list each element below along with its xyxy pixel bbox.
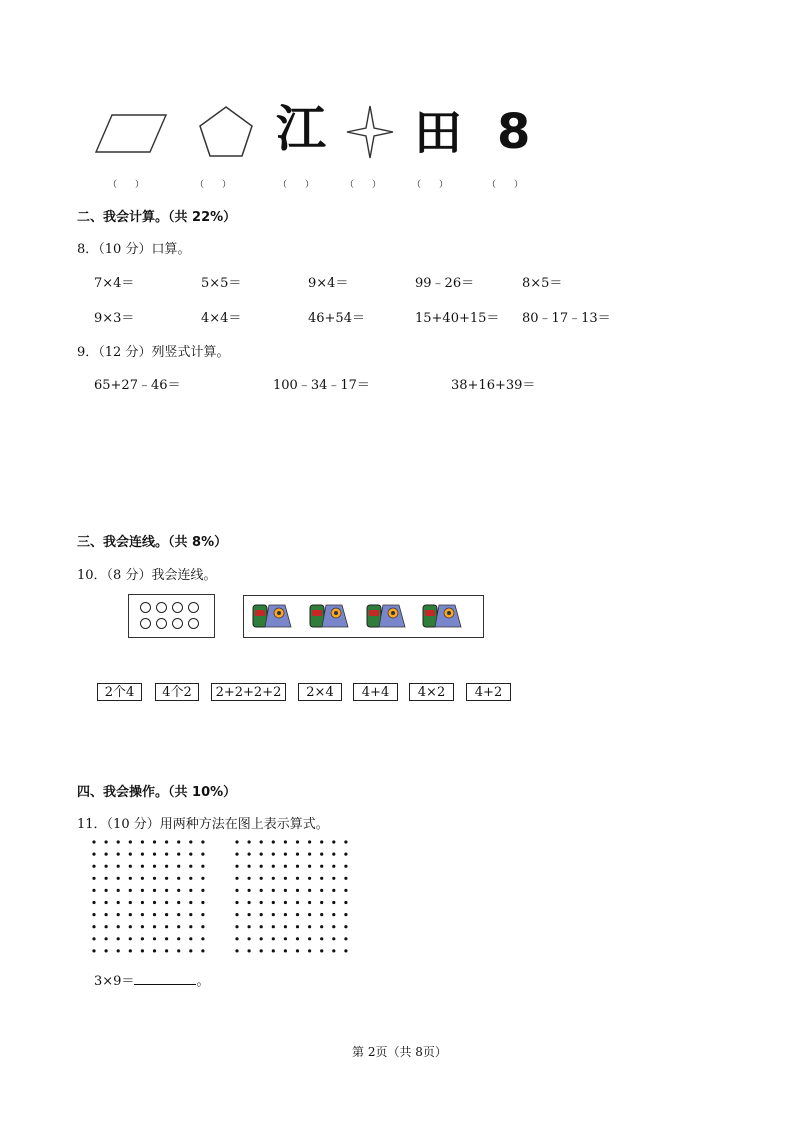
q8-item: 80﹣17﹣13＝ bbox=[522, 311, 611, 326]
circle-icon bbox=[188, 602, 199, 613]
grid-dot bbox=[141, 853, 144, 856]
grid-dot bbox=[165, 937, 168, 940]
grid-dot bbox=[332, 853, 335, 856]
expression-card[interactable]: 4+4 bbox=[353, 683, 398, 701]
q8-item: 4×4＝ bbox=[201, 311, 242, 326]
end-mark: 。 bbox=[196, 974, 210, 989]
grid-dot bbox=[117, 901, 120, 904]
grid-dot bbox=[92, 949, 95, 952]
answer-paren-6[interactable]: （ ） bbox=[487, 180, 524, 190]
grid-dot bbox=[105, 913, 108, 916]
grid-dot bbox=[332, 913, 335, 916]
grid-dot bbox=[248, 840, 251, 843]
grid-dot bbox=[248, 913, 251, 916]
grid-dot bbox=[129, 949, 132, 952]
grid-dot bbox=[189, 913, 192, 916]
grid-dot bbox=[177, 901, 180, 904]
q8-item: 8×5＝ bbox=[522, 276, 563, 291]
grid-dot bbox=[272, 913, 275, 916]
expression-card[interactable]: 2+2+2+2 bbox=[211, 683, 286, 701]
q9-item: 38+16+39＝ bbox=[451, 378, 536, 393]
grid-dot bbox=[344, 889, 347, 892]
grid-dot bbox=[308, 877, 311, 880]
section4-header: 四、我会操作。（共 10%） bbox=[77, 785, 237, 800]
grid-dot bbox=[201, 853, 204, 856]
answer-paren-3[interactable]: （ ） bbox=[278, 180, 315, 190]
grid-dot bbox=[235, 901, 238, 904]
grid-dot bbox=[308, 901, 311, 904]
grid-dot bbox=[177, 913, 180, 916]
grid-dot bbox=[129, 877, 132, 880]
grid-dot bbox=[153, 853, 156, 856]
grid-dot bbox=[235, 937, 238, 940]
grid-dot bbox=[320, 913, 323, 916]
q8-item: 9×3＝ bbox=[94, 311, 135, 326]
grid-dot bbox=[165, 925, 168, 928]
q8-item: 15+40+15＝ bbox=[415, 311, 500, 326]
grid-dot bbox=[272, 840, 275, 843]
grid-dot bbox=[296, 937, 299, 940]
backpack-icon bbox=[308, 601, 352, 631]
grid-dot bbox=[129, 840, 132, 843]
grid-dot bbox=[284, 901, 287, 904]
grid-dot bbox=[308, 937, 311, 940]
grid-dot bbox=[189, 937, 192, 940]
grid-dot bbox=[235, 853, 238, 856]
grid-dot bbox=[260, 840, 263, 843]
grid-dot bbox=[320, 840, 323, 843]
grid-dot bbox=[344, 840, 347, 843]
circle-icon bbox=[140, 618, 151, 629]
grid-dot bbox=[189, 865, 192, 868]
grid-dot bbox=[92, 901, 95, 904]
grid-dot bbox=[177, 889, 180, 892]
grid-dot bbox=[141, 925, 144, 928]
grid-dot bbox=[272, 865, 275, 868]
grid-dot bbox=[284, 913, 287, 916]
grid-dot bbox=[189, 901, 192, 904]
grid-dot bbox=[260, 913, 263, 916]
grid-dot bbox=[260, 853, 263, 856]
grid-dot bbox=[201, 865, 204, 868]
grid-dot bbox=[332, 925, 335, 928]
dot-grid-left[interactable] bbox=[90, 838, 212, 960]
grid-dot bbox=[105, 853, 108, 856]
answer-paren-5[interactable]: （ ） bbox=[412, 180, 449, 190]
grid-dot bbox=[165, 877, 168, 880]
grid-dot bbox=[105, 877, 108, 880]
grid-dot bbox=[260, 889, 263, 892]
grid-dot bbox=[320, 949, 323, 952]
circle-icon bbox=[156, 602, 167, 613]
grid-dot bbox=[235, 877, 238, 880]
grid-dot bbox=[129, 889, 132, 892]
grid-dot bbox=[141, 949, 144, 952]
grid-dot bbox=[332, 889, 335, 892]
q11-expression-line bbox=[94, 970, 209, 989]
grid-dot bbox=[117, 889, 120, 892]
grid-dot bbox=[272, 949, 275, 952]
q9-title: 9．（12 分）列竖式计算。 bbox=[77, 345, 230, 360]
grid-dot bbox=[153, 949, 156, 952]
q11-title: 11．（10 分）用两种方法在图上表示算式。 bbox=[77, 817, 329, 832]
grid-dot bbox=[320, 877, 323, 880]
grid-dot bbox=[153, 877, 156, 880]
grid-dot bbox=[296, 901, 299, 904]
grid-dot bbox=[344, 925, 347, 928]
grid-dot bbox=[165, 901, 168, 904]
grid-dot bbox=[165, 889, 168, 892]
grid-dot bbox=[92, 889, 95, 892]
grid-dot bbox=[201, 877, 204, 880]
grid-dot bbox=[235, 889, 238, 892]
grid-dot bbox=[105, 889, 108, 892]
grid-dot bbox=[272, 889, 275, 892]
grid-dot bbox=[344, 853, 347, 856]
chinese-char-jiang: 江 bbox=[276, 100, 326, 158]
grid-dot bbox=[177, 853, 180, 856]
grid-dot bbox=[260, 877, 263, 880]
grid-dot bbox=[189, 853, 192, 856]
q8-item: 7×4＝ bbox=[94, 276, 135, 291]
pentagon-shape bbox=[197, 104, 257, 160]
grid-dot bbox=[284, 925, 287, 928]
grid-dot bbox=[235, 913, 238, 916]
grid-dot bbox=[153, 925, 156, 928]
grid-dot bbox=[141, 913, 144, 916]
grid-dot bbox=[129, 901, 132, 904]
grid-dot bbox=[153, 840, 156, 843]
expression-card[interactable]: 4个2 bbox=[155, 683, 199, 701]
grid-dot bbox=[165, 913, 168, 916]
grid-dot bbox=[284, 937, 287, 940]
grid-dot bbox=[248, 877, 251, 880]
grid-dot bbox=[284, 877, 287, 880]
circle-icon bbox=[140, 602, 151, 613]
expression-card[interactable]: 2个4 bbox=[97, 683, 142, 701]
q9-item: 100﹣34﹣17＝ bbox=[273, 378, 370, 393]
section2-header: 二、我会计算。（共 22%） bbox=[77, 210, 237, 225]
grid-dot bbox=[284, 865, 287, 868]
grid-dot bbox=[141, 937, 144, 940]
grid-dot bbox=[141, 840, 144, 843]
grid-dot bbox=[105, 925, 108, 928]
q8-title: 8．（10 分）口算。 bbox=[77, 242, 191, 257]
four-point-star-shape bbox=[345, 104, 395, 160]
grid-dot bbox=[332, 877, 335, 880]
backpack-icon bbox=[421, 601, 465, 631]
grid-dot bbox=[344, 913, 347, 916]
grid-dot bbox=[153, 937, 156, 940]
grid-dot bbox=[308, 913, 311, 916]
section3-header: 三、我会连线。（共 8%） bbox=[77, 535, 228, 550]
grid-dot bbox=[296, 853, 299, 856]
circle-icon bbox=[172, 618, 183, 629]
grid-dot bbox=[129, 913, 132, 916]
grid-dot bbox=[308, 889, 311, 892]
grid-dot bbox=[129, 925, 132, 928]
expression-card[interactable]: 4+2 bbox=[466, 683, 511, 701]
grid-dot bbox=[272, 853, 275, 856]
grid-dot bbox=[320, 937, 323, 940]
grid-dot bbox=[117, 840, 120, 843]
grid-dot bbox=[117, 853, 120, 856]
grid-dot bbox=[177, 949, 180, 952]
dot-grid-right[interactable] bbox=[233, 838, 355, 960]
grid-dot bbox=[284, 889, 287, 892]
grid-dot bbox=[189, 949, 192, 952]
grid-dot bbox=[153, 865, 156, 868]
grid-dot bbox=[177, 865, 180, 868]
grid-dot bbox=[320, 925, 323, 928]
answer-paren-4[interactable]: （ ） bbox=[345, 180, 382, 190]
grid-dot bbox=[141, 889, 144, 892]
grid-dot bbox=[308, 840, 311, 843]
grid-dot bbox=[201, 889, 204, 892]
grid-dot bbox=[92, 840, 95, 843]
grid-dot bbox=[201, 901, 204, 904]
grid-dot bbox=[344, 865, 347, 868]
q8-item: 5×5＝ bbox=[201, 276, 242, 291]
grid-dot bbox=[320, 901, 323, 904]
grid-dot bbox=[153, 889, 156, 892]
circle-icon bbox=[188, 618, 199, 629]
grid-dot bbox=[177, 840, 180, 843]
grid-dot bbox=[296, 840, 299, 843]
grid-dot bbox=[320, 889, 323, 892]
grid-dot bbox=[165, 949, 168, 952]
grid-dot bbox=[296, 949, 299, 952]
grid-dot bbox=[344, 901, 347, 904]
q8-item: 9×4＝ bbox=[308, 276, 349, 291]
grid-dot bbox=[141, 901, 144, 904]
grid-dot bbox=[165, 840, 168, 843]
grid-dot bbox=[296, 877, 299, 880]
grid-dot bbox=[260, 901, 263, 904]
grid-dot bbox=[117, 913, 120, 916]
backpack-icon bbox=[251, 601, 295, 631]
answer-blank[interactable] bbox=[134, 972, 196, 985]
grid-dot bbox=[296, 925, 299, 928]
backpack-icon bbox=[365, 601, 409, 631]
grid-dot bbox=[248, 853, 251, 856]
grid-dot bbox=[105, 840, 108, 843]
grid-dot bbox=[117, 877, 120, 880]
grid-dot bbox=[332, 937, 335, 940]
grid-dot bbox=[165, 865, 168, 868]
grid-dot bbox=[129, 937, 132, 940]
grid-dot bbox=[260, 865, 263, 868]
digit-eight: 8 bbox=[497, 104, 531, 160]
grid-dot bbox=[117, 937, 120, 940]
grid-dot bbox=[141, 877, 144, 880]
grid-dot bbox=[296, 889, 299, 892]
grid-dot bbox=[189, 877, 192, 880]
expression-card[interactable]: 4×2 bbox=[409, 683, 454, 701]
answer-paren-1[interactable]: （ ） bbox=[108, 180, 145, 190]
answer-paren-2[interactable]: （ ） bbox=[195, 180, 232, 190]
page-footer: 第 2页（共 8页） bbox=[352, 1045, 447, 1059]
grid-dot bbox=[284, 949, 287, 952]
grid-dot bbox=[235, 865, 238, 868]
grid-dot bbox=[105, 937, 108, 940]
grid-dot bbox=[248, 901, 251, 904]
grid-dot bbox=[201, 937, 204, 940]
grid-dot bbox=[308, 949, 311, 952]
grid-dot bbox=[105, 865, 108, 868]
grid-dot bbox=[320, 865, 323, 868]
grid-dot bbox=[92, 877, 95, 880]
grid-dot bbox=[344, 949, 347, 952]
q8-item: 99﹣26＝ bbox=[415, 276, 475, 291]
grid-dot bbox=[235, 840, 238, 843]
grid-dot bbox=[129, 865, 132, 868]
grid-dot bbox=[201, 840, 204, 843]
grid-dot bbox=[177, 925, 180, 928]
grid-dot bbox=[177, 877, 180, 880]
grid-dot bbox=[272, 925, 275, 928]
grid-dot bbox=[248, 865, 251, 868]
grid-dot bbox=[284, 853, 287, 856]
grid-dot bbox=[92, 853, 95, 856]
grid-dot bbox=[308, 853, 311, 856]
grid-dot bbox=[260, 949, 263, 952]
grid-dot bbox=[284, 840, 287, 843]
grid-dot bbox=[235, 925, 238, 928]
grid-dot bbox=[153, 913, 156, 916]
grid-dot bbox=[92, 925, 95, 928]
grid-dot bbox=[201, 949, 204, 952]
grid-dot bbox=[308, 865, 311, 868]
grid-dot bbox=[92, 913, 95, 916]
grid-dot bbox=[272, 937, 275, 940]
q11-expression: 3×9＝ bbox=[94, 974, 135, 989]
grid-dot bbox=[260, 925, 263, 928]
q9-item: 65+27﹣46＝ bbox=[94, 378, 181, 393]
grid-dot bbox=[332, 840, 335, 843]
grid-dot bbox=[105, 901, 108, 904]
grid-dot bbox=[272, 877, 275, 880]
circles-picture-box[interactable] bbox=[128, 594, 215, 638]
grid-dot bbox=[165, 853, 168, 856]
grid-dot bbox=[248, 889, 251, 892]
grid-dot bbox=[141, 865, 144, 868]
grid-dot bbox=[248, 937, 251, 940]
circle-icon bbox=[172, 602, 183, 613]
grid-dot bbox=[308, 925, 311, 928]
grid-dot bbox=[177, 937, 180, 940]
grid-dot bbox=[117, 949, 120, 952]
expression-card[interactable]: 2×4 bbox=[298, 683, 342, 701]
q10-title: 10．（8 分）我会连线。 bbox=[77, 568, 217, 583]
backpacks-picture-box[interactable] bbox=[243, 595, 484, 638]
grid-dot bbox=[153, 901, 156, 904]
grid-dot bbox=[320, 853, 323, 856]
grid-dot bbox=[189, 925, 192, 928]
grid-dot bbox=[332, 865, 335, 868]
grid-dot bbox=[92, 865, 95, 868]
grid-dot bbox=[117, 865, 120, 868]
grid-dot bbox=[189, 889, 192, 892]
grid-dot bbox=[332, 949, 335, 952]
grid-dot bbox=[129, 853, 132, 856]
grid-dot bbox=[235, 949, 238, 952]
grid-dot bbox=[201, 913, 204, 916]
grid-dot bbox=[189, 840, 192, 843]
parallelogram-shape bbox=[94, 112, 170, 156]
grid-dot bbox=[248, 949, 251, 952]
grid-dot bbox=[260, 937, 263, 940]
grid-dot bbox=[272, 901, 275, 904]
grid-dot bbox=[344, 937, 347, 940]
q8-item: 46+54＝ bbox=[308, 311, 365, 326]
grid-dot bbox=[296, 913, 299, 916]
grid-dot bbox=[201, 925, 204, 928]
grid-dot bbox=[105, 949, 108, 952]
grid-dot bbox=[344, 877, 347, 880]
grid-dot bbox=[92, 937, 95, 940]
grid-dot bbox=[117, 925, 120, 928]
grid-dot bbox=[296, 865, 299, 868]
chinese-char-tian: 田 bbox=[414, 105, 463, 161]
grid-dot bbox=[332, 901, 335, 904]
grid-dot bbox=[248, 925, 251, 928]
circle-icon bbox=[156, 618, 167, 629]
